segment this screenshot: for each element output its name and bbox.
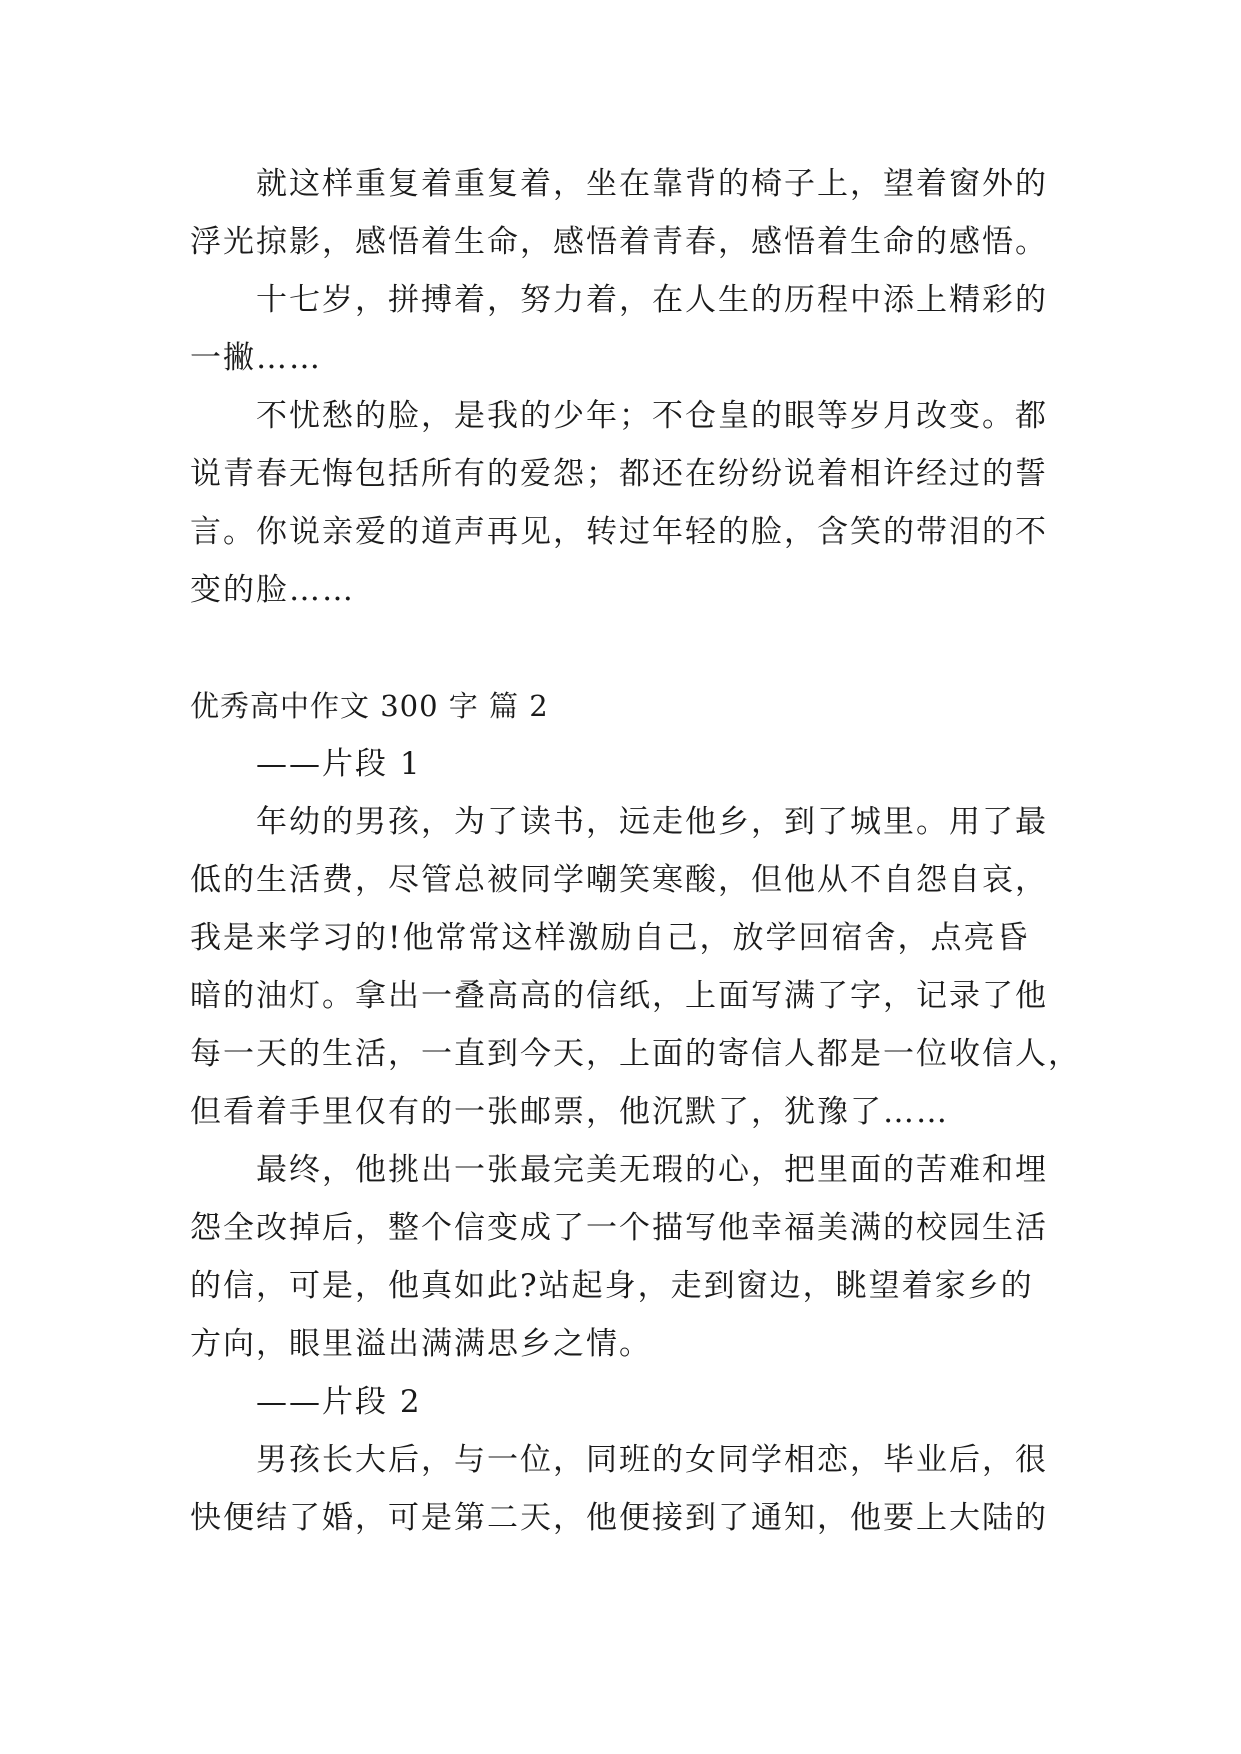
paragraph-line: 最终，他挑出一张最完美无瑕的心，把里面的苦难和埋	[256, 1152, 1048, 1188]
paragraph-line: 怨全改掉后，整个信变成了一个描写他幸福美满的校园生活	[190, 1210, 1048, 1246]
paragraph-line: 言。你说亲爱的道声再见，转过年轻的脸，含笑的带泪的不	[190, 514, 1048, 550]
fragment-label: ——片段 2	[256, 1384, 422, 1420]
paragraph-line: 暗的油灯。拿出一叠高高的信纸，上面写满了字，记录了他	[190, 978, 1048, 1014]
paragraph-line: 变的脸……	[190, 572, 355, 608]
paragraph-line: 男孩长大后，与一位，同班的女同学相恋，毕业后，很	[256, 1442, 1048, 1478]
paragraph-line: 一撇……	[190, 340, 322, 376]
paragraph-line: 但看着手里仅有的一张邮票，他沉默了，犹豫了……	[190, 1094, 949, 1130]
paragraph-line: 的信，可是，他真如此?站起身，走到窗边，眺望着家乡的	[190, 1268, 1034, 1304]
section-spacer	[190, 619, 1050, 677]
paragraph-line: 每一天的生活，一直到今天，上面的寄信人都是一位收信人，	[190, 1036, 1081, 1072]
paragraph-line: 我是来学习的!他常常这样激励自己，放学回宿舍，点亮昏	[190, 920, 1030, 956]
paragraph-line: 不忧愁的脸，是我的少年；不仓皇的眼等岁月改变。都	[256, 398, 1048, 434]
paragraph-line: 就这样重复着重复着，坐在靠背的椅子上，望着窗外的	[256, 166, 1048, 202]
paragraph-line: 说青春无悔包括所有的爱怨；都还在纷纷说着相许经过的誓	[190, 456, 1048, 492]
document-body	[190, 155, 1081, 1547]
fragment-label: ——片段 1	[256, 746, 422, 782]
section-heading: 优秀高中作文 300 字 篇 2	[190, 689, 549, 723]
paragraph-line: 年幼的男孩，为了读书，远走他乡，到了城里。用了最	[256, 804, 1048, 840]
paragraph-line: 快便结了婚，可是第二天，他便接到了通知，他要上大陆的	[190, 1500, 1048, 1536]
paragraph-line: 浮光掠影，感悟着生命，感悟着青春，感悟着生命的感悟。	[190, 224, 1048, 260]
paragraph-line: 低的生活费，尽管总被同学嘲笑寒酸，但他从不自怨自哀，	[190, 862, 1048, 898]
paragraph-line: 方向，眼里溢出满满思乡之情。	[190, 1326, 652, 1362]
paragraph-line: 十七岁，拼搏着，努力着，在人生的历程中添上精彩的	[256, 282, 1048, 318]
